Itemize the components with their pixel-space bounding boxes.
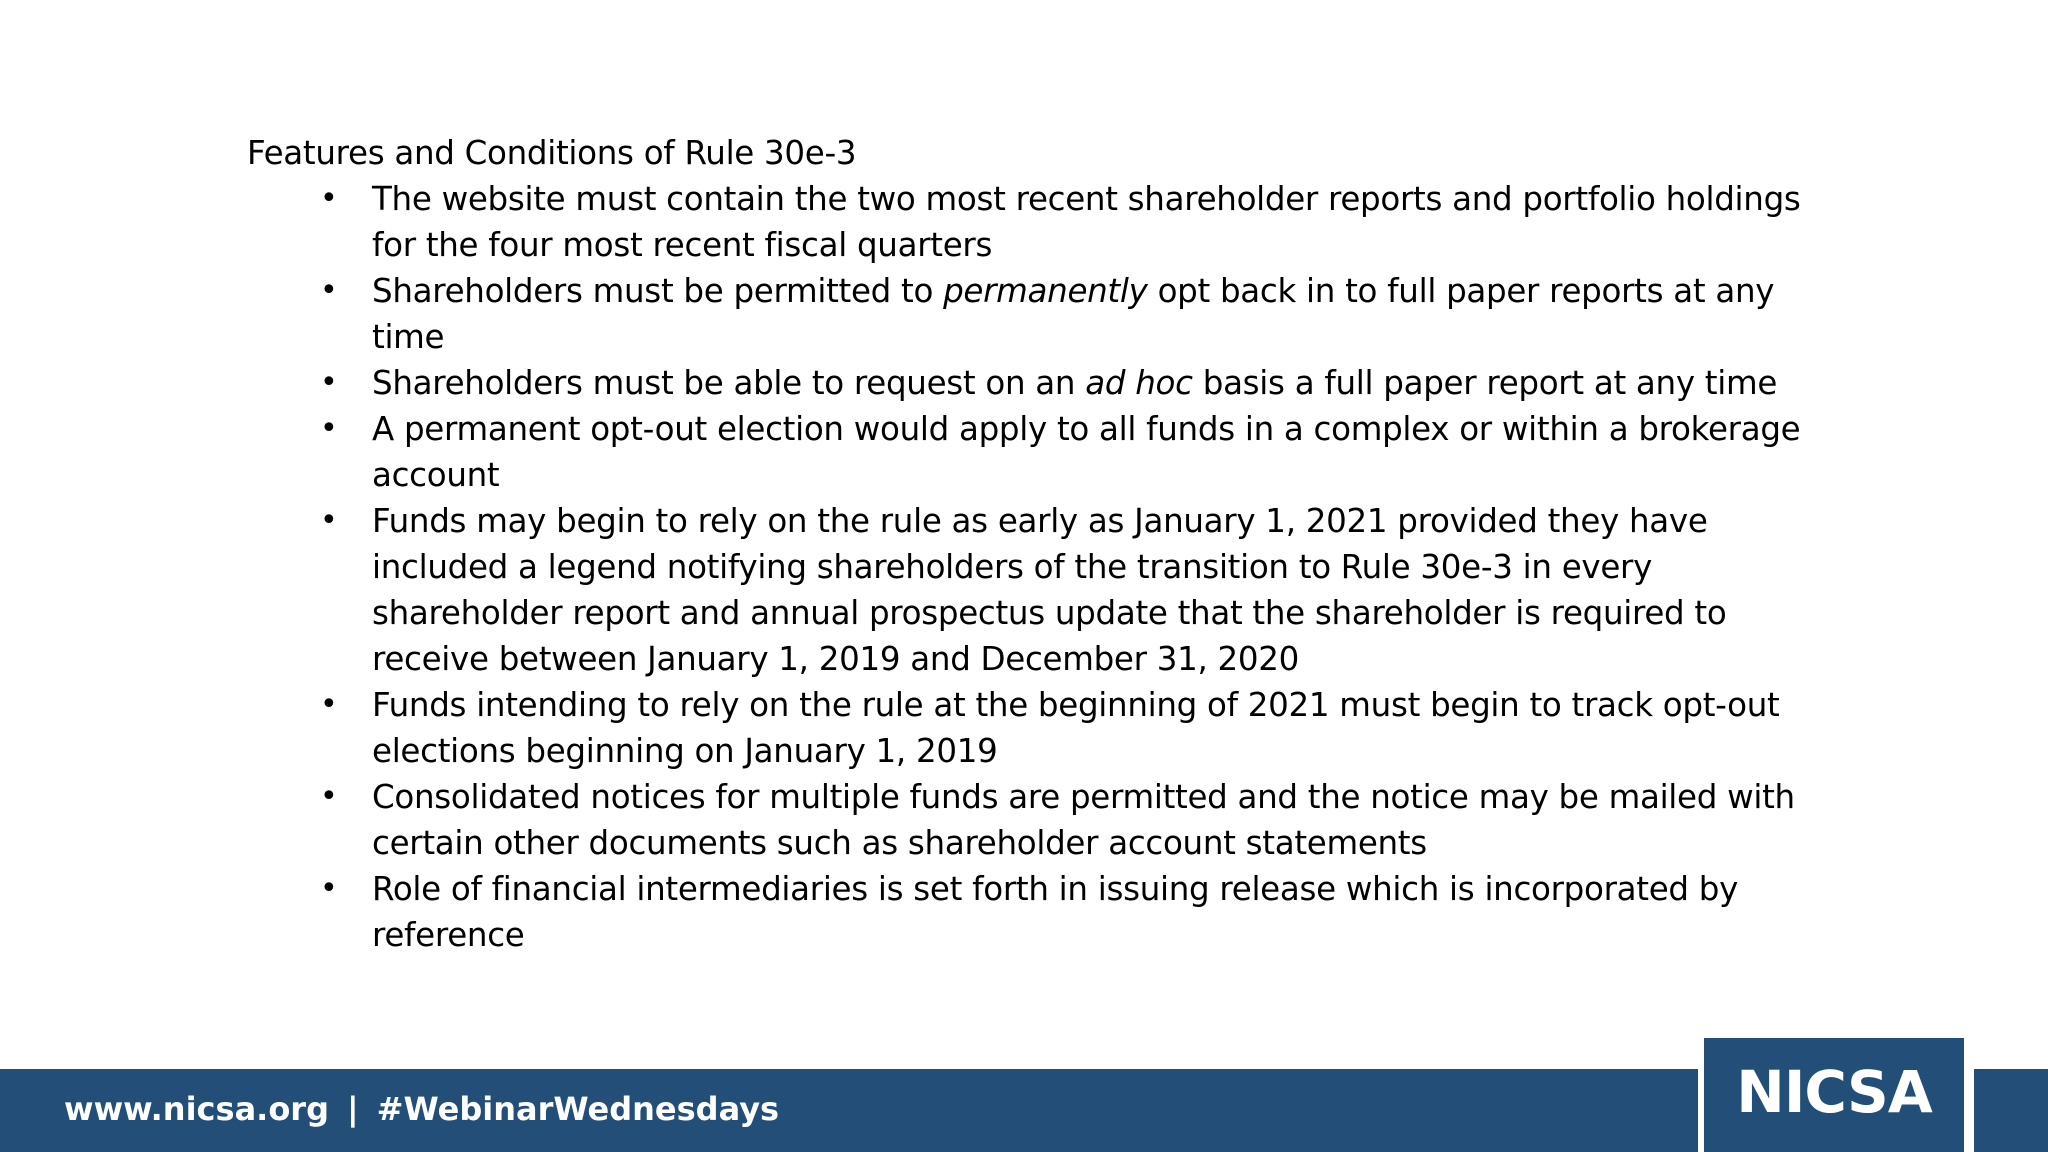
bullet-text: Funds may begin to rely on the rule as early as January 1, 2021 provided they have included a legend notifying shareholders of the transition to Rule 30e-3 in every shareholder report and annual prospectus update that the shareholder is required to receive between January 1, 2019 and December 31, 2020	[372, 502, 1727, 678]
bullet-marker: •	[320, 365, 338, 400]
bullet-text: Funds intending to rely on the rule at the beginning of 2021 must begin to track opt-out elections beginning on January 1, 2019	[372, 686, 1780, 770]
footer-text	[64, 1090, 779, 1128]
bullet-text: Shareholders must be able to request on an ad hoc basis a full paper report at any time	[372, 364, 1778, 402]
bullet-text: Shareholders must be permitted to permanently opt back in to full paper reports at any time	[372, 272, 1775, 356]
bullet-marker: •	[320, 273, 338, 308]
bullet-list	[247, 176, 1817, 958]
bullet-text: A permanent opt-out election would apply to all funds in a complex or within a brokerage account	[372, 410, 1801, 494]
bullet-item	[320, 866, 1817, 958]
bullet-item	[320, 682, 1817, 774]
bullet-marker: •	[320, 871, 338, 906]
bullet-item	[320, 498, 1817, 682]
logo-text: NICSA	[1736, 1058, 1932, 1126]
bullet-item	[320, 360, 1817, 406]
bullet-item	[320, 268, 1817, 360]
emphasis-text: ad hoc	[1085, 364, 1193, 402]
footer-hashtag: #WebinarWednesdays	[376, 1090, 780, 1128]
bullet-marker: •	[320, 687, 338, 722]
bullet-text: The website must contain the two most recent shareholder reports and portfolio holdings for the four most recent fiscal quarters	[372, 180, 1801, 264]
bullet-item	[320, 774, 1817, 866]
slide-heading: Features and Conditions of Rule 30e-3	[247, 134, 857, 172]
bullet-marker: •	[320, 181, 338, 216]
nicsa-logo	[1704, 1038, 1964, 1152]
footer-website-link[interactable]: www.nicsa.org	[64, 1090, 329, 1128]
bullet-item	[320, 406, 1817, 498]
bullet-marker: •	[320, 411, 338, 446]
bullet-marker: •	[320, 503, 338, 538]
slide-content	[247, 130, 1817, 958]
bullet-item	[320, 176, 1817, 268]
emphasis-text: permanently	[943, 272, 1148, 310]
bullet-text: Role of financial intermediaries is set forth in issuing release which is incorporated by reference	[372, 870, 1739, 954]
bullet-marker: •	[320, 779, 338, 814]
footer-separator: |	[346, 1090, 359, 1128]
bullet-text: Consolidated notices for multiple funds are permitted and the notice may be mailed with certain other documents such as shareholder account statements	[372, 778, 1795, 862]
